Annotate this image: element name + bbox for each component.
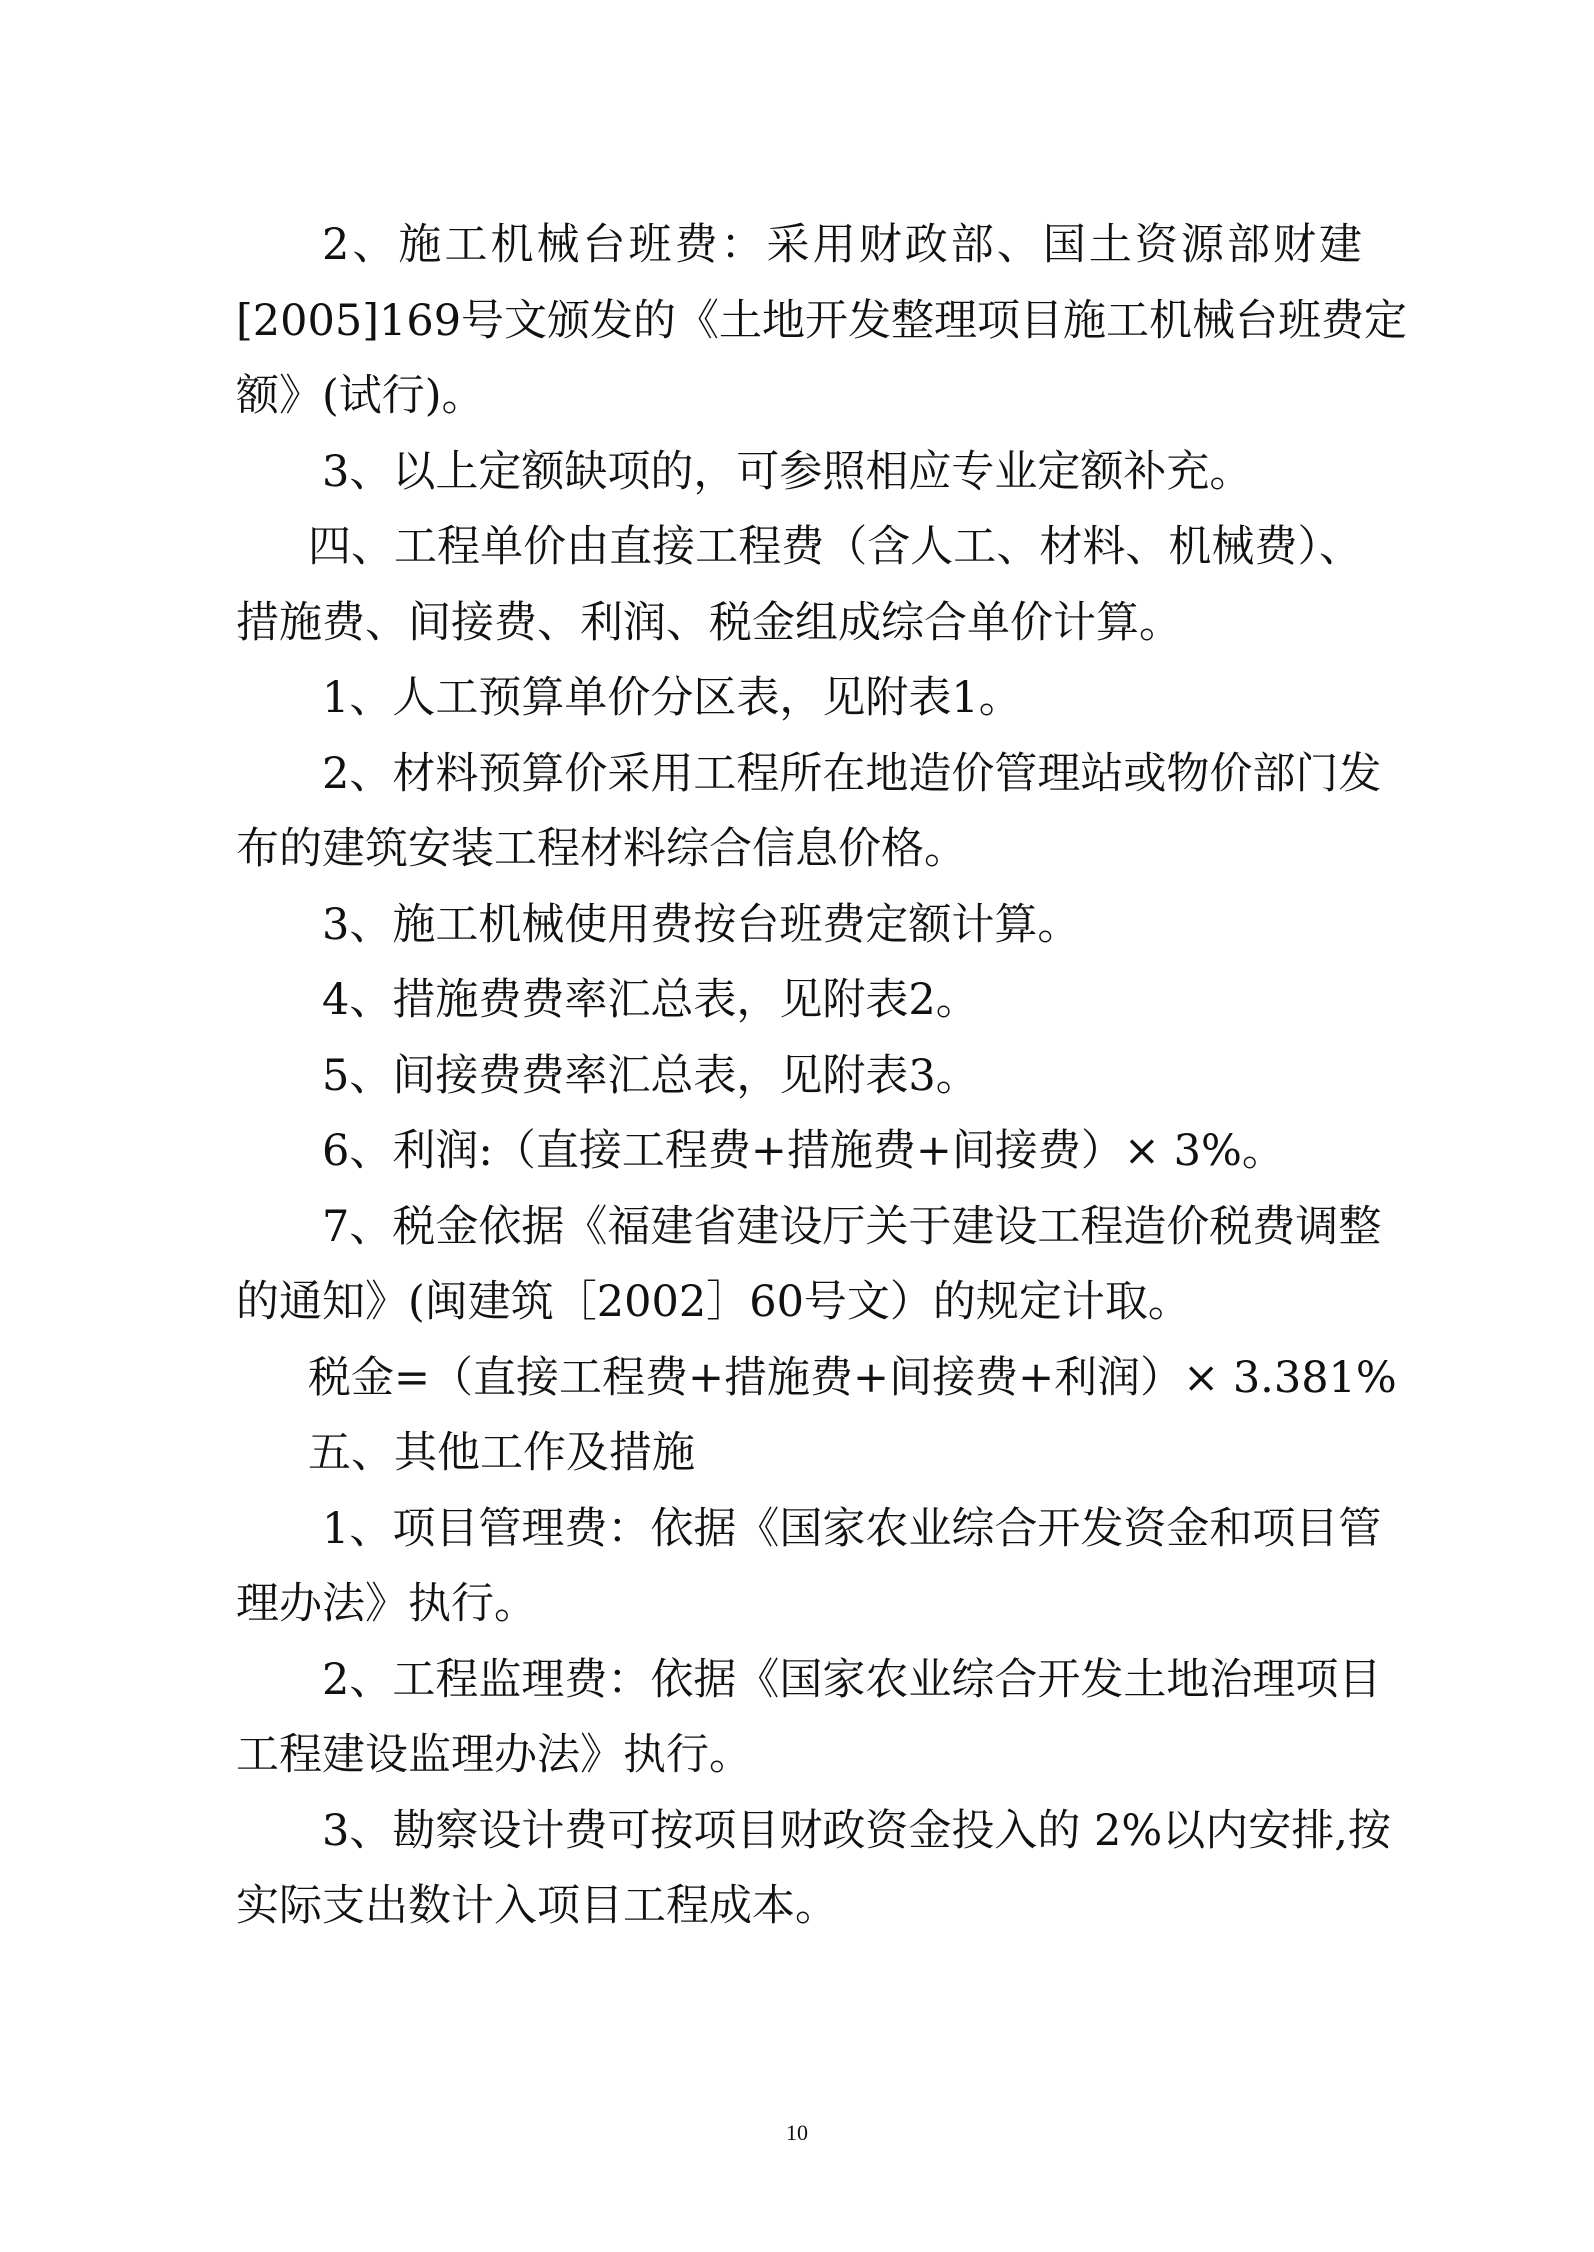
body-text [236, 208, 1408, 1945]
paragraph-line: 1、项目管理费：依据《国家农业综合开发资金和项目管 [322, 1503, 1382, 1554]
paragraph-line: 3、勘察设计费可按项目财政资金投入的 2%以内安排,按 [322, 1805, 1391, 1856]
section-heading: 五、其他工作及措施 [308, 1428, 695, 1478]
paragraph-line: 措施费、间接费、利润、税金组成综合单价计算。 [236, 597, 1182, 648]
paragraph-line: 2、材料预算价采用工程所在地造价管理站或物价部门发 [322, 748, 1382, 799]
paragraph-line: 6、利润:（直接工程费+措施费+间接费）× 3%。 [322, 1126, 1285, 1176]
paragraph-line: 额》(试行)。 [236, 371, 485, 421]
paragraph-line: 5、间接费费率汇总表，见附表3。 [322, 1050, 979, 1101]
paragraph-line: 7、税金依据《福建省建设厅关于建设工程造价税费调整 [322, 1201, 1382, 1252]
paragraph-line: [2005]169号文颁发的《土地开发整理项目施工机械台班费定 [236, 295, 1408, 346]
paragraph-line: 4、措施费费率汇总表，见附表2。 [322, 975, 979, 1025]
paragraph-line: 四、工程单价由直接工程费（含人工、材料、机械费）、 [308, 522, 1362, 572]
paragraph-line: 3、以上定额缺项的，可参照相应专业定额补充。 [322, 446, 1253, 497]
paragraph-line: 布的建筑安装工程材料综合信息价格。 [236, 824, 967, 874]
paragraph-line: 2、施工机械台班费：采用财政部、国土资源部财建 [322, 220, 1362, 270]
paragraph-line: 3、施工机械使用费按台班费定额计算。 [322, 899, 1081, 950]
paragraph-line: 理办法》执行。 [236, 1579, 537, 1629]
formula-line: 税金=（直接工程费+措施费+间接费+利润）× 3.381% [308, 1352, 1397, 1403]
paragraph-line: 实际支出数计入项目工程成本。 [236, 1881, 838, 1931]
paragraph-line: 1、人工预算单价分区表，见附表1。 [322, 673, 1022, 723]
paragraph-line: 的通知》(闽建筑［2002］60号文）的规定计取。 [236, 1277, 1191, 1327]
paragraph-line: 2、工程监理费：依据《国家农业综合开发土地治理项目 [322, 1654, 1382, 1705]
paragraph-line: 工程建设监理办法》执行。 [236, 1730, 752, 1780]
page-number: 10 [786, 2120, 808, 2145]
